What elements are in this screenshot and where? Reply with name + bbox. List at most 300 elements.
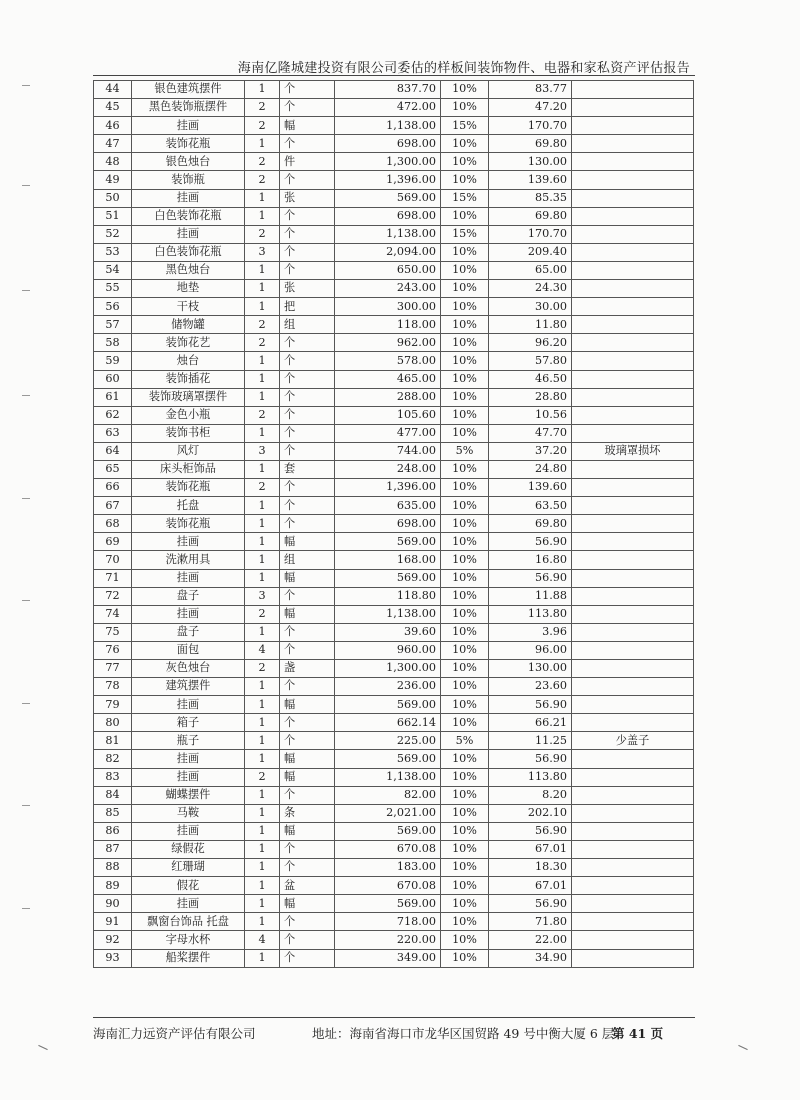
cell-name: 风灯	[132, 442, 245, 460]
asset-table	[93, 80, 694, 968]
cell-unit: 个	[280, 497, 335, 515]
cell-rate: 10%	[441, 569, 489, 587]
cell-no: 83	[94, 768, 132, 786]
cell-no: 54	[94, 261, 132, 279]
cell-name: 储物罐	[132, 316, 245, 334]
cell-unit: 个	[280, 442, 335, 460]
table-row	[94, 99, 694, 117]
table-row	[94, 587, 694, 605]
cell-value: 67.01	[489, 877, 572, 895]
table-row	[94, 370, 694, 388]
cell-note	[572, 587, 694, 605]
cell-value: 24.80	[489, 460, 572, 478]
cell-name: 挂画	[132, 533, 245, 551]
cell-rate: 10%	[441, 135, 489, 153]
cell-name: 床头柜饰品	[132, 460, 245, 478]
cell-price: 569.00	[335, 189, 441, 207]
cell-qty: 1	[245, 913, 280, 931]
cell-qty: 1	[245, 859, 280, 877]
cell-note	[572, 99, 694, 117]
cell-value: 96.20	[489, 334, 572, 352]
table-row	[94, 424, 694, 442]
cell-unit: 个	[280, 243, 335, 261]
cell-value: 47.20	[489, 99, 572, 117]
cell-unit: 组	[280, 551, 335, 569]
table-row	[94, 388, 694, 406]
page-number: 第 41 页	[612, 1026, 664, 1041]
cell-no: 86	[94, 822, 132, 840]
cell-qty: 2	[245, 171, 280, 189]
cell-rate: 10%	[441, 623, 489, 641]
table-row	[94, 660, 694, 678]
cell-price: 82.00	[335, 786, 441, 804]
cell-note	[572, 479, 694, 497]
cell-no: 87	[94, 840, 132, 858]
cell-price: 670.08	[335, 877, 441, 895]
cell-name: 装饰花瓶	[132, 135, 245, 153]
cell-value: 170.70	[489, 117, 572, 135]
cell-no: 74	[94, 605, 132, 623]
cell-unit: 幅	[280, 117, 335, 135]
cell-unit: 个	[280, 99, 335, 117]
cell-name: 洗漱用具	[132, 551, 245, 569]
cell-no: 80	[94, 714, 132, 732]
cell-name: 字母水杯	[132, 931, 245, 949]
cell-no: 88	[94, 859, 132, 877]
table-row	[94, 678, 694, 696]
cell-value: 34.90	[489, 949, 572, 967]
cell-qty: 1	[245, 207, 280, 225]
cell-unit: 个	[280, 406, 335, 424]
cell-rate: 10%	[441, 316, 489, 334]
cell-value: 23.60	[489, 678, 572, 696]
cell-rate: 10%	[441, 931, 489, 949]
cell-rate: 10%	[441, 641, 489, 659]
table-row	[94, 641, 694, 659]
cell-no: 64	[94, 442, 132, 460]
cell-price: 1,396.00	[335, 171, 441, 189]
cell-name: 黑色烛台	[132, 261, 245, 279]
cell-rate: 10%	[441, 768, 489, 786]
cell-unit: 个	[280, 81, 335, 99]
cell-value: 63.50	[489, 497, 572, 515]
cell-price: 300.00	[335, 298, 441, 316]
cell-value: 16.80	[489, 551, 572, 569]
cell-qty: 1	[245, 388, 280, 406]
cell-no: 84	[94, 786, 132, 804]
cell-name: 灰色烛台	[132, 660, 245, 678]
cell-rate: 10%	[441, 533, 489, 551]
cell-value: 18.30	[489, 859, 572, 877]
cell-price: 243.00	[335, 280, 441, 298]
cell-no: 60	[94, 370, 132, 388]
cell-no: 79	[94, 696, 132, 714]
cell-note	[572, 515, 694, 533]
table-row	[94, 859, 694, 877]
cell-name: 挂画	[132, 569, 245, 587]
cell-qty: 2	[245, 153, 280, 171]
cell-price: 288.00	[335, 388, 441, 406]
cell-note	[572, 859, 694, 877]
cell-name: 装饰花瓶	[132, 515, 245, 533]
cell-rate: 10%	[441, 822, 489, 840]
cell-price: 2,021.00	[335, 804, 441, 822]
cell-unit: 套	[280, 460, 335, 478]
cell-price: 1,396.00	[335, 479, 441, 497]
cell-qty: 1	[245, 280, 280, 298]
table-row	[94, 623, 694, 641]
cell-qty: 2	[245, 334, 280, 352]
table-row	[94, 768, 694, 786]
cell-no: 81	[94, 732, 132, 750]
table-row	[94, 261, 694, 279]
cell-price: 744.00	[335, 442, 441, 460]
table-row	[94, 533, 694, 551]
cell-unit: 幅	[280, 768, 335, 786]
table-row	[94, 171, 694, 189]
cell-unit: 个	[280, 714, 335, 732]
cell-note	[572, 696, 694, 714]
cell-price: 477.00	[335, 424, 441, 442]
cell-value: 170.70	[489, 225, 572, 243]
cell-value: 11.80	[489, 316, 572, 334]
cell-note	[572, 352, 694, 370]
scan-mark	[738, 1045, 747, 1050]
cell-rate: 15%	[441, 117, 489, 135]
cell-no: 57	[94, 316, 132, 334]
cell-rate: 5%	[441, 442, 489, 460]
cell-rate: 10%	[441, 804, 489, 822]
cell-rate: 10%	[441, 298, 489, 316]
cell-name: 绿假花	[132, 840, 245, 858]
cell-no: 65	[94, 460, 132, 478]
cell-name: 挂画	[132, 605, 245, 623]
cell-qty: 1	[245, 877, 280, 895]
cell-value: 130.00	[489, 153, 572, 171]
cell-qty: 2	[245, 406, 280, 424]
cell-unit: 组	[280, 316, 335, 334]
cell-no: 93	[94, 949, 132, 967]
cell-value: 83.77	[489, 81, 572, 99]
cell-rate: 10%	[441, 99, 489, 117]
table-row	[94, 696, 694, 714]
cell-unit: 盏	[280, 660, 335, 678]
cell-value: 56.90	[489, 696, 572, 714]
cell-name: 挂画	[132, 225, 245, 243]
cell-price: 220.00	[335, 931, 441, 949]
cell-note	[572, 135, 694, 153]
cell-price: 1,300.00	[335, 153, 441, 171]
cell-no: 62	[94, 406, 132, 424]
table-row	[94, 913, 694, 931]
cell-qty: 1	[245, 261, 280, 279]
cell-name: 干枝	[132, 298, 245, 316]
table-row	[94, 750, 694, 768]
table-row	[94, 551, 694, 569]
cell-no: 90	[94, 895, 132, 913]
table-row	[94, 895, 694, 913]
cell-price: 569.00	[335, 750, 441, 768]
cell-value: 139.60	[489, 479, 572, 497]
cell-value: 57.80	[489, 352, 572, 370]
cell-name: 装饰插花	[132, 370, 245, 388]
cell-price: 569.00	[335, 895, 441, 913]
cell-note	[572, 569, 694, 587]
cell-name: 挂画	[132, 189, 245, 207]
table-row	[94, 515, 694, 533]
cell-unit: 个	[280, 949, 335, 967]
cell-note	[572, 334, 694, 352]
cell-note	[572, 81, 694, 99]
cell-price: 569.00	[335, 696, 441, 714]
cell-unit: 个	[280, 840, 335, 858]
cell-unit: 个	[280, 786, 335, 804]
cell-no: 66	[94, 479, 132, 497]
cell-no: 89	[94, 877, 132, 895]
cell-value: 65.00	[489, 261, 572, 279]
cell-unit: 个	[280, 587, 335, 605]
cell-rate: 10%	[441, 370, 489, 388]
table-row	[94, 298, 694, 316]
cell-value: 56.90	[489, 750, 572, 768]
cell-no: 77	[94, 660, 132, 678]
cell-qty: 2	[245, 225, 280, 243]
cell-no: 58	[94, 334, 132, 352]
cell-no: 68	[94, 515, 132, 533]
cell-rate: 10%	[441, 660, 489, 678]
table-row	[94, 189, 694, 207]
table-row	[94, 442, 694, 460]
cell-note	[572, 949, 694, 967]
cell-price: 1,138.00	[335, 768, 441, 786]
cell-name: 托盘	[132, 497, 245, 515]
cell-no: 46	[94, 117, 132, 135]
cell-note: 玻璃罩损坏	[572, 442, 694, 460]
cell-unit: 幅	[280, 569, 335, 587]
table-row	[94, 334, 694, 352]
cell-no: 71	[94, 569, 132, 587]
cell-value: 69.80	[489, 515, 572, 533]
cell-name: 挂画	[132, 750, 245, 768]
cell-value: 11.88	[489, 587, 572, 605]
cell-no: 63	[94, 424, 132, 442]
cell-name: 地垫	[132, 280, 245, 298]
cell-unit: 幅	[280, 605, 335, 623]
cell-unit: 个	[280, 424, 335, 442]
cell-note	[572, 243, 694, 261]
table-row	[94, 569, 694, 587]
cell-note	[572, 460, 694, 478]
cell-price: 1,138.00	[335, 117, 441, 135]
cell-qty: 1	[245, 696, 280, 714]
cell-value: 56.90	[489, 895, 572, 913]
cell-no: 53	[94, 243, 132, 261]
cell-rate: 10%	[441, 949, 489, 967]
cell-price: 718.00	[335, 913, 441, 931]
table-row	[94, 460, 694, 478]
cell-rate: 10%	[441, 895, 489, 913]
binding-mark	[22, 703, 30, 704]
cell-rate: 10%	[441, 605, 489, 623]
cell-note	[572, 153, 694, 171]
cell-qty: 1	[245, 460, 280, 478]
cell-qty: 3	[245, 442, 280, 460]
cell-name: 装饰瓶	[132, 171, 245, 189]
cell-qty: 2	[245, 117, 280, 135]
cell-note	[572, 660, 694, 678]
cell-value: 69.80	[489, 135, 572, 153]
cell-note	[572, 786, 694, 804]
cell-rate: 10%	[441, 479, 489, 497]
cell-unit: 个	[280, 515, 335, 533]
cell-note	[572, 605, 694, 623]
cell-qty: 1	[245, 786, 280, 804]
cell-name: 建筑摆件	[132, 678, 245, 696]
cell-unit: 条	[280, 804, 335, 822]
table-row	[94, 605, 694, 623]
cell-qty: 2	[245, 99, 280, 117]
cell-no: 61	[94, 388, 132, 406]
cell-unit: 个	[280, 859, 335, 877]
cell-name: 装饰玻璃罩摆件	[132, 388, 245, 406]
cell-note	[572, 750, 694, 768]
cell-name: 面包	[132, 641, 245, 659]
cell-price: 2,094.00	[335, 243, 441, 261]
cell-rate: 10%	[441, 153, 489, 171]
cell-price: 698.00	[335, 207, 441, 225]
cell-value: 56.90	[489, 569, 572, 587]
cell-price: 1,138.00	[335, 605, 441, 623]
cell-value: 47.70	[489, 424, 572, 442]
cell-name: 挂画	[132, 822, 245, 840]
cell-rate: 10%	[441, 171, 489, 189]
cell-value: 113.80	[489, 768, 572, 786]
cell-price: 962.00	[335, 334, 441, 352]
cell-name: 白色装饰花瓶	[132, 243, 245, 261]
cell-qty: 2	[245, 660, 280, 678]
cell-price: 698.00	[335, 515, 441, 533]
cell-unit: 个	[280, 352, 335, 370]
cell-qty: 2	[245, 479, 280, 497]
cell-qty: 1	[245, 822, 280, 840]
table-row	[94, 877, 694, 895]
cell-name: 盘子	[132, 623, 245, 641]
table-row	[94, 207, 694, 225]
cell-qty: 1	[245, 623, 280, 641]
cell-qty: 1	[245, 678, 280, 696]
cell-value: 30.00	[489, 298, 572, 316]
cell-unit: 个	[280, 479, 335, 497]
cell-no: 67	[94, 497, 132, 515]
cell-unit: 张	[280, 189, 335, 207]
cell-no: 70	[94, 551, 132, 569]
table-row	[94, 280, 694, 298]
cell-qty: 1	[245, 298, 280, 316]
cell-rate: 10%	[441, 877, 489, 895]
cell-price: 105.60	[335, 406, 441, 424]
cell-no: 56	[94, 298, 132, 316]
cell-qty: 1	[245, 551, 280, 569]
cell-qty: 1	[245, 804, 280, 822]
table-row	[94, 316, 694, 334]
cell-note	[572, 641, 694, 659]
cell-no: 59	[94, 352, 132, 370]
cell-qty: 3	[245, 243, 280, 261]
cell-price: 635.00	[335, 497, 441, 515]
table-row	[94, 81, 694, 99]
table-row	[94, 243, 694, 261]
cell-qty: 1	[245, 750, 280, 768]
footer-company: 海南汇力远资产评估有限公司	[93, 1026, 256, 1041]
cell-rate: 10%	[441, 352, 489, 370]
cell-qty: 1	[245, 533, 280, 551]
cell-unit: 个	[280, 388, 335, 406]
cell-name: 白色装饰花瓶	[132, 207, 245, 225]
cell-name: 蝴蝶摆件	[132, 786, 245, 804]
cell-note	[572, 678, 694, 696]
table-row	[94, 479, 694, 497]
cell-no: 52	[94, 225, 132, 243]
cell-qty: 4	[245, 931, 280, 949]
cell-value: 113.80	[489, 605, 572, 623]
cell-rate: 10%	[441, 243, 489, 261]
cell-rate: 10%	[441, 587, 489, 605]
cell-value: 8.20	[489, 786, 572, 804]
cell-value: 10.56	[489, 406, 572, 424]
cell-price: 349.00	[335, 949, 441, 967]
cell-no: 50	[94, 189, 132, 207]
cell-qty: 2	[245, 768, 280, 786]
cell-rate: 10%	[441, 515, 489, 533]
cell-note	[572, 117, 694, 135]
cell-qty: 1	[245, 840, 280, 858]
cell-unit: 个	[280, 732, 335, 750]
cell-rate: 10%	[441, 81, 489, 99]
binding-mark	[22, 908, 30, 909]
cell-note	[572, 822, 694, 840]
table-row	[94, 406, 694, 424]
cell-rate: 10%	[441, 696, 489, 714]
cell-price: 168.00	[335, 551, 441, 569]
cell-price: 118.80	[335, 587, 441, 605]
binding-mark	[22, 395, 30, 396]
cell-qty: 1	[245, 189, 280, 207]
footer-address: 地址：海南省海口市龙华区国贸路 49 号中衡大厦 6 层	[312, 1026, 615, 1041]
cell-note	[572, 171, 694, 189]
binding-mark	[22, 805, 30, 806]
cell-value: 96.00	[489, 641, 572, 659]
cell-name: 马鞍	[132, 804, 245, 822]
cell-name: 瓶子	[132, 732, 245, 750]
cell-price: 39.60	[335, 623, 441, 641]
cell-name: 挂画	[132, 117, 245, 135]
cell-value: 46.50	[489, 370, 572, 388]
cell-note	[572, 714, 694, 732]
cell-price: 837.70	[335, 81, 441, 99]
cell-value: 67.01	[489, 840, 572, 858]
cell-price: 118.00	[335, 316, 441, 334]
cell-price: 662.14	[335, 714, 441, 732]
cell-rate: 10%	[441, 750, 489, 768]
table-row	[94, 714, 694, 732]
cell-unit: 个	[280, 261, 335, 279]
cell-qty: 1	[245, 714, 280, 732]
cell-rate: 10%	[441, 497, 489, 515]
cell-price: 569.00	[335, 822, 441, 840]
cell-name: 装饰书柜	[132, 424, 245, 442]
table-row	[94, 225, 694, 243]
cell-qty: 1	[245, 370, 280, 388]
